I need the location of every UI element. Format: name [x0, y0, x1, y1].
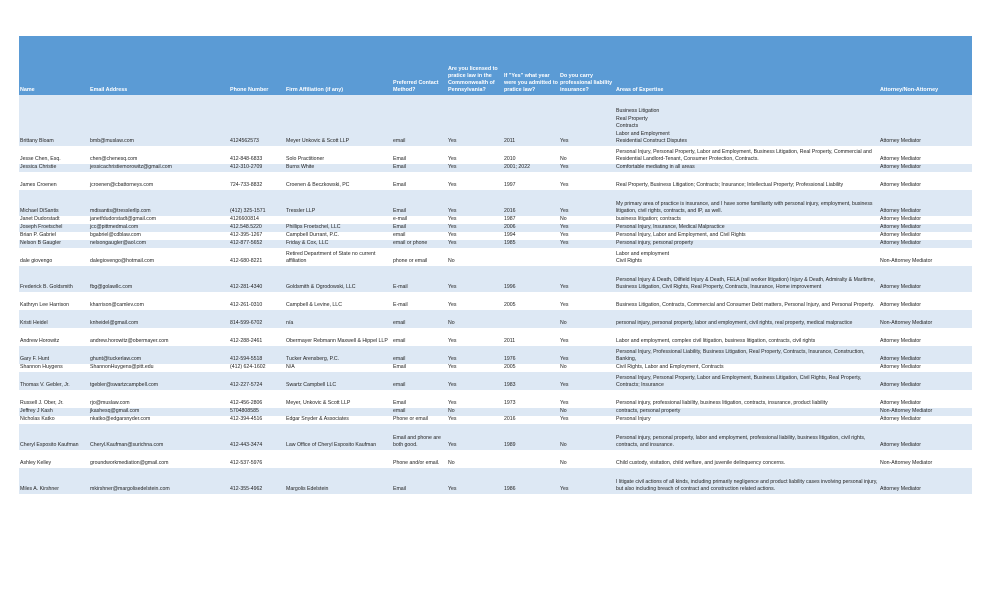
email-cell: rjo@muslaw.com	[89, 390, 229, 408]
admitted-year-cell	[503, 408, 559, 416]
contact-method-cell: email	[392, 346, 447, 364]
expertise-cell: Personal Injury, Professional Liability, Business Litigation, Real Property, Contracts, Insurance, Construction, Banking,	[615, 346, 879, 364]
name-cell: Brittany Bloam	[19, 95, 89, 146]
firm-cell: Meyer, Unkovic & Scott LLP	[285, 390, 392, 408]
email-cell: mkirshner@margolisedelstein.com	[89, 468, 229, 494]
name-cell: Jeffrey J Kash	[19, 408, 89, 416]
email-cell: andrew.horowitz@obermayer.com	[89, 328, 229, 346]
email-cell: jkashesq@gmail.com	[89, 408, 229, 416]
column-header-admitted-year: If "Yes" what year were you admitted to pratice law?	[503, 36, 559, 95]
contact-method-cell: E-mail	[392, 292, 447, 310]
column-header-insurance: Do you carry professional liability insurance?	[559, 36, 615, 95]
admitted-year-cell: 2005	[503, 364, 559, 372]
insurance-cell: Yes	[559, 95, 615, 146]
mediator-type-cell: Attorney Mediator	[879, 364, 972, 372]
name-cell: Ashley Kelley	[19, 450, 89, 468]
admitted-year-cell: 1994	[503, 232, 559, 240]
mediator-type-cell: Attorney Mediator	[879, 346, 972, 364]
phone-cell: 412-848-6833	[229, 146, 285, 164]
expertise-cell: My primary area of practice is insurance, and I have some familiarity with personal injury, employment, business litigation, civil rights, contracts, and IP, as well.	[615, 190, 879, 216]
admitted-year-cell: 1996	[503, 266, 559, 292]
email-cell: jcc@pittmedmal.com	[89, 224, 229, 232]
email-cell: mdisantis@tresslerllp.com	[89, 190, 229, 216]
licensed-cell: Yes	[447, 240, 503, 248]
insurance-cell: No	[559, 310, 615, 328]
name-cell: Brian P. Gabriel	[19, 232, 89, 240]
firm-cell	[285, 216, 392, 224]
contact-method-cell: phone or email	[392, 248, 447, 266]
admitted-year-cell: 2010	[503, 146, 559, 164]
expertise-cell: Business Litigation, Contracts, Commercial and Consumer Debt matters, Personal Injury, and Personal Property.	[615, 292, 879, 310]
expertise-cell: Personal Injury & Death, Oilfield Injury & Death, FELA (rail worker litigation) Injury & Death, Admiralty & Maritime, Business Litigation, Civil Rights, Real Property, Contracts, Insurance, Home improvement	[615, 266, 879, 292]
table-row	[19, 372, 972, 390]
phone-cell: 412-443-3474	[229, 424, 285, 450]
table-row	[19, 216, 972, 224]
mediator-type-cell: Attorney Mediator	[879, 424, 972, 450]
phone-cell: 412-395-1267	[229, 232, 285, 240]
expertise-cell: Child custody, visitation, child welfare, and juvenile delinquency concerns.	[615, 450, 879, 468]
expertise-cell: business litigation; contracts	[615, 216, 879, 224]
expertise-cell: Labor and employment Civil Rights	[615, 248, 879, 266]
insurance-cell: No	[559, 450, 615, 468]
contact-method-cell: Email	[392, 164, 447, 172]
insurance-cell: No	[559, 216, 615, 224]
mediator-type-cell: Attorney Mediator	[879, 390, 972, 408]
admitted-year-cell: 1997	[503, 172, 559, 190]
licensed-cell: Yes	[447, 424, 503, 450]
expertise-cell: Personal Injury	[615, 416, 879, 424]
phone-cell: 412-310-2709	[229, 164, 285, 172]
firm-cell: N/A	[285, 364, 392, 372]
firm-cell: Margolis Edelstein	[285, 468, 392, 494]
insurance-cell: Yes	[559, 224, 615, 232]
mediator-type-cell: Attorney Mediator	[879, 146, 972, 164]
phone-cell: 412-281-4340	[229, 266, 285, 292]
licensed-cell: Yes	[447, 95, 503, 146]
expertise-cell: I litigate civil actions of all kinds, including primarily negligence and product liability cases involving personal injury, but also including breach of contract and construction related actions.	[615, 468, 879, 494]
mediator-type-cell: Non-Attorney Mediator	[879, 450, 972, 468]
email-cell: knheidel@gmail.com	[89, 310, 229, 328]
email-cell: jessicachristiemorowitz@gmail.com	[89, 164, 229, 172]
contact-method-cell: Email	[392, 390, 447, 408]
table-row	[19, 310, 972, 328]
mediator-roster-table	[19, 36, 972, 494]
name-cell: Jesse Chen, Esq.	[19, 146, 89, 164]
contact-method-cell: Phone or email	[392, 416, 447, 424]
table-body	[19, 95, 972, 494]
name-cell: Frederick B. Goldsmith	[19, 266, 89, 292]
table-row	[19, 408, 972, 416]
admitted-year-cell	[503, 310, 559, 328]
phone-cell: 412-394-4516	[229, 416, 285, 424]
insurance-cell: Yes	[559, 328, 615, 346]
phone-cell: (412) 325-1571	[229, 190, 285, 216]
name-cell: Shannon Huygens	[19, 364, 89, 372]
firm-cell: Edgar Snyder & Associates	[285, 416, 392, 424]
admitted-year-cell: 2016	[503, 416, 559, 424]
admitted-year-cell: 1985	[503, 240, 559, 248]
insurance-cell: Yes	[559, 372, 615, 390]
column-header-phone: Phone Number	[229, 36, 285, 95]
mediator-type-cell: Non-Attorney Mediator	[879, 310, 972, 328]
contact-method-cell: Email	[392, 190, 447, 216]
licensed-cell: No	[447, 408, 503, 416]
name-cell: Kristi Heidel	[19, 310, 89, 328]
phone-cell: 4126600814	[229, 216, 285, 224]
admitted-year-cell: 1976	[503, 346, 559, 364]
firm-cell: Law Office of Cheryl Esposito Kaufman	[285, 424, 392, 450]
licensed-cell: Yes	[447, 416, 503, 424]
contact-method-cell: Email	[392, 468, 447, 494]
mediator-type-cell: Attorney Mediator	[879, 372, 972, 390]
column-header-licensed: Are you licensed to pratice law in the Commonwealth of Pennsylvania?	[447, 36, 503, 95]
phone-cell: 412.548.5220	[229, 224, 285, 232]
column-header-name: Name	[19, 36, 89, 95]
insurance-cell: No	[559, 424, 615, 450]
contact-method-cell: Email	[392, 146, 447, 164]
licensed-cell: Yes	[447, 346, 503, 364]
phone-cell: 814-599-6702	[229, 310, 285, 328]
mediator-type-cell: Attorney Mediator	[879, 172, 972, 190]
table-row	[19, 424, 972, 450]
email-cell: chen@chenesq.com	[89, 146, 229, 164]
phone-cell: 412-355-4962	[229, 468, 285, 494]
licensed-cell: Yes	[447, 164, 503, 172]
column-header-email: Email Address	[89, 36, 229, 95]
phone-cell: 412-456-2806	[229, 390, 285, 408]
email-cell: kharrison@camlev.com	[89, 292, 229, 310]
insurance-cell: No	[559, 146, 615, 164]
licensed-cell: Yes	[447, 224, 503, 232]
mediator-type-cell: Attorney Mediator	[879, 328, 972, 346]
licensed-cell: Yes	[447, 364, 503, 372]
mediator-type-cell: Non-Attorney Mediator	[879, 408, 972, 416]
firm-cell: Campbell & Levine, LLC	[285, 292, 392, 310]
firm-cell: Obermayer Rebmann Maxwell & Hippel LLP	[285, 328, 392, 346]
mediator-type-cell: Non-Attorney Mediator	[879, 248, 972, 266]
expertise-cell: personal injury, personal property, labor and employment, civil rights, real property, medical malpractice	[615, 310, 879, 328]
insurance-cell: No	[559, 408, 615, 416]
admitted-year-cell: 2011	[503, 95, 559, 146]
expertise-cell: Personal Injury, Labor and Employment, and Civil Rights	[615, 232, 879, 240]
table-row	[19, 292, 972, 310]
table-row	[19, 390, 972, 408]
table-row	[19, 450, 972, 468]
mediator-type-cell: Attorney Mediator	[879, 292, 972, 310]
mediator-type-cell: Attorney Mediator	[879, 232, 972, 240]
admitted-year-cell: 1987	[503, 216, 559, 224]
phone-cell: 4124562573	[229, 95, 285, 146]
contact-method-cell: Email and phone are both good.	[392, 424, 447, 450]
mediator-type-cell: Attorney Mediator	[879, 468, 972, 494]
column-header-contact-method: Preferred Contact Method?	[392, 36, 447, 95]
contact-method-cell: E-mail	[392, 266, 447, 292]
admitted-year-cell: 2005	[503, 292, 559, 310]
name-cell: Jessica Christie	[19, 164, 89, 172]
phone-cell: 5704808585	[229, 408, 285, 416]
contact-method-cell: email	[392, 232, 447, 240]
expertise-cell: Personal injury, professional liability, business litigation, contracts, insurance, product liability	[615, 390, 879, 408]
mediator-type-cell: Attorney Mediator	[879, 190, 972, 216]
name-cell: Nelson B Gaugler	[19, 240, 89, 248]
name-cell: Nicholas Katko	[19, 416, 89, 424]
phone-cell: 724-733-8832	[229, 172, 285, 190]
contact-method-cell: email	[392, 95, 447, 146]
name-cell: Cheryl Esposito Kaufman	[19, 424, 89, 450]
licensed-cell: No	[447, 310, 503, 328]
firm-cell: Tressler LLP	[285, 190, 392, 216]
licensed-cell: Yes	[447, 390, 503, 408]
mediator-type-cell: Attorney Mediator	[879, 164, 972, 172]
admitted-year-cell: 1973	[503, 390, 559, 408]
name-cell: Kathryn Lee Harrison	[19, 292, 89, 310]
table-row	[19, 328, 972, 346]
email-cell: fbg@golawllc.com	[89, 266, 229, 292]
mediator-type-cell: Attorney Mediator	[879, 224, 972, 232]
phone-cell: 412-537-5976	[229, 450, 285, 468]
firm-cell	[285, 408, 392, 416]
name-cell: James Croenen	[19, 172, 89, 190]
name-cell: Andrew Horowitz	[19, 328, 89, 346]
expertise-cell: Personal Injury, Personal Property, Labor and Employment, Business Litigation, Real Property, Commercial and Residential Landlord-Tenant, Consumer Protection, Contracts.	[615, 146, 879, 164]
contact-method-cell: email	[392, 310, 447, 328]
table-row	[19, 232, 972, 240]
table-row	[19, 346, 972, 364]
phone-cell: 412-288-2461	[229, 328, 285, 346]
mediator-type-cell: Attorney Mediator	[879, 95, 972, 146]
insurance-cell: Yes	[559, 164, 615, 172]
table-row	[19, 266, 972, 292]
insurance-cell: No	[559, 364, 615, 372]
email-cell: Cheryl.Kaufman@surichna.com	[89, 424, 229, 450]
email-cell: groundworkmediation@gmail.com	[89, 450, 229, 468]
email-cell: tgebler@swartzcampbell.com	[89, 372, 229, 390]
phone-cell: 412-877-5652	[229, 240, 285, 248]
contact-method-cell: Phone and/or email.	[392, 450, 447, 468]
contact-method-cell: e-mail	[392, 216, 447, 224]
admitted-year-cell: 1983	[503, 372, 559, 390]
licensed-cell: Yes	[447, 372, 503, 390]
firm-cell: Goldsmith & Ogrodowski, LLC	[285, 266, 392, 292]
name-cell: Joseph Froetschel	[19, 224, 89, 232]
table-row	[19, 146, 972, 164]
phone-cell: (412) 624-1602	[229, 364, 285, 372]
firm-cell: Tucker Arensberg, P.C.	[285, 346, 392, 364]
firm-cell: Croenen & Beczkowski, PC	[285, 172, 392, 190]
email-cell: jcroenen@cbattorneys.com	[89, 172, 229, 190]
firm-cell: Retired Department of State no current affiliation	[285, 248, 392, 266]
email-cell: bgabriel@cdblaw.com	[89, 232, 229, 240]
expertise-cell: Civil Rights, Labor and Employment, Contracts	[615, 364, 879, 372]
admitted-year-cell	[503, 450, 559, 468]
contact-method-cell: email	[392, 372, 447, 390]
contact-method-cell: Email	[392, 224, 447, 232]
email-cell: dalegiovengo@hotmail.com	[89, 248, 229, 266]
column-header-mediator-type: Attorney/Non-Attorney	[879, 36, 972, 95]
insurance-cell: Yes	[559, 390, 615, 408]
name-cell: Russell J. Ober, Jr.	[19, 390, 89, 408]
licensed-cell: Yes	[447, 172, 503, 190]
phone-cell: 412-680-8221	[229, 248, 285, 266]
firm-cell: n/a	[285, 310, 392, 328]
insurance-cell: Yes	[559, 292, 615, 310]
table-row	[19, 224, 972, 232]
email-cell: nkatko@edgarsnyder.com	[89, 416, 229, 424]
insurance-cell: Yes	[559, 232, 615, 240]
insurance-cell	[559, 248, 615, 266]
insurance-cell: Yes	[559, 190, 615, 216]
insurance-cell: Yes	[559, 416, 615, 424]
insurance-cell: Yes	[559, 468, 615, 494]
email-cell: ShannonHuygens@pitt.edu	[89, 364, 229, 372]
insurance-cell: Yes	[559, 172, 615, 190]
insurance-cell: Yes	[559, 240, 615, 248]
table-row	[19, 248, 972, 266]
firm-cell: Friday & Cox, LLC	[285, 240, 392, 248]
expertise-cell: Personal injury, personal property, labor and employment, professional liability, business litigation, civil rights, contracts, and insurance.	[615, 424, 879, 450]
table-row	[19, 240, 972, 248]
firm-cell: Phillips Froetschel, LLC	[285, 224, 392, 232]
insurance-cell: Yes	[559, 346, 615, 364]
contact-method-cell: Email	[392, 172, 447, 190]
name-cell: Gary F. Hunt	[19, 346, 89, 364]
expertise-cell: Personal injury, personal property	[615, 240, 879, 248]
table-row	[19, 95, 972, 146]
expertise-cell: contracts, personal property	[615, 408, 879, 416]
expertise-cell: Business Litigation Real Property Contracts Labor and Employment Residential Construct Disputes	[615, 95, 879, 146]
contact-method-cell: email or phone	[392, 240, 447, 248]
email-cell: janetfdudorstadt@gmail.com	[89, 216, 229, 224]
mediator-type-cell: Attorney Mediator	[879, 240, 972, 248]
contact-method-cell: Email	[392, 364, 447, 372]
firm-cell	[285, 450, 392, 468]
firm-cell: Meyer Unkovic & Scott LLP	[285, 95, 392, 146]
table-row	[19, 190, 972, 216]
name-cell: Thomas V. Gebler, Jr.	[19, 372, 89, 390]
licensed-cell: Yes	[447, 146, 503, 164]
mediator-type-cell: Attorney Mediator	[879, 266, 972, 292]
admitted-year-cell: 1986	[503, 468, 559, 494]
email-cell: bmb@muslaw.com	[89, 95, 229, 146]
admitted-year-cell: 2011	[503, 328, 559, 346]
expertise-cell: Personal Injury, Insurance, Medical Malpractice	[615, 224, 879, 232]
table-row	[19, 172, 972, 190]
expertise-cell: Labor and employment, complex civil litigation, business litigation, contracts, civil rights	[615, 328, 879, 346]
email-cell: nelsongaugler@aol.com	[89, 240, 229, 248]
admitted-year-cell: 2001; 2022	[503, 164, 559, 172]
contact-method-cell: email	[392, 328, 447, 346]
licensed-cell: Yes	[447, 328, 503, 346]
licensed-cell: No	[447, 248, 503, 266]
admitted-year-cell: 2006	[503, 224, 559, 232]
column-header-firm: Firm Affiliation (if any)	[285, 36, 392, 95]
licensed-cell: Yes	[447, 292, 503, 310]
phone-cell: 412-594-5518	[229, 346, 285, 364]
name-cell: Janet Dudorstadt	[19, 216, 89, 224]
admitted-year-cell	[503, 248, 559, 266]
mediator-type-cell: Attorney Mediator	[879, 216, 972, 224]
table-row	[19, 164, 972, 172]
expertise-cell: Personal Injury, Personal Property, Labor and Employment, Business Litigation, Civil Rights, Real Property, Contracts; Insurance	[615, 372, 879, 390]
expertise-cell: Comfortable mediating in all areas	[615, 164, 879, 172]
table-row	[19, 468, 972, 494]
contact-method-cell: email	[392, 408, 447, 416]
name-cell: Michael DiSantis	[19, 190, 89, 216]
firm-cell: Campbell Durrant, P.C.	[285, 232, 392, 240]
email-cell: ghunt@tuckerlaw.com	[89, 346, 229, 364]
admitted-year-cell: 2016	[503, 190, 559, 216]
name-cell: dale giovengo	[19, 248, 89, 266]
licensed-cell: Yes	[447, 216, 503, 224]
licensed-cell: Yes	[447, 468, 503, 494]
table-row	[19, 364, 972, 372]
firm-cell: Swartz Campbell LLC	[285, 372, 392, 390]
header-row	[19, 36, 972, 95]
phone-cell: 412-261-0310	[229, 292, 285, 310]
firm-cell: Burns White	[285, 164, 392, 172]
licensed-cell: Yes	[447, 232, 503, 240]
firm-cell: Solo Practitioner	[285, 146, 392, 164]
licensed-cell: No	[447, 450, 503, 468]
column-header-expertise: Areas of Expertise	[615, 36, 879, 95]
insurance-cell: Yes	[559, 266, 615, 292]
expertise-cell: Real Property, Business Litigation; Contracts; Insurance; Intellectual Property; Professional Liability	[615, 172, 879, 190]
licensed-cell: Yes	[447, 266, 503, 292]
phone-cell: 412-227-5724	[229, 372, 285, 390]
mediator-type-cell: Attorney Mediator	[879, 416, 972, 424]
admitted-year-cell: 1989	[503, 424, 559, 450]
licensed-cell: Yes	[447, 190, 503, 216]
name-cell: Miles A. Kirshner	[19, 468, 89, 494]
table-row	[19, 416, 972, 424]
